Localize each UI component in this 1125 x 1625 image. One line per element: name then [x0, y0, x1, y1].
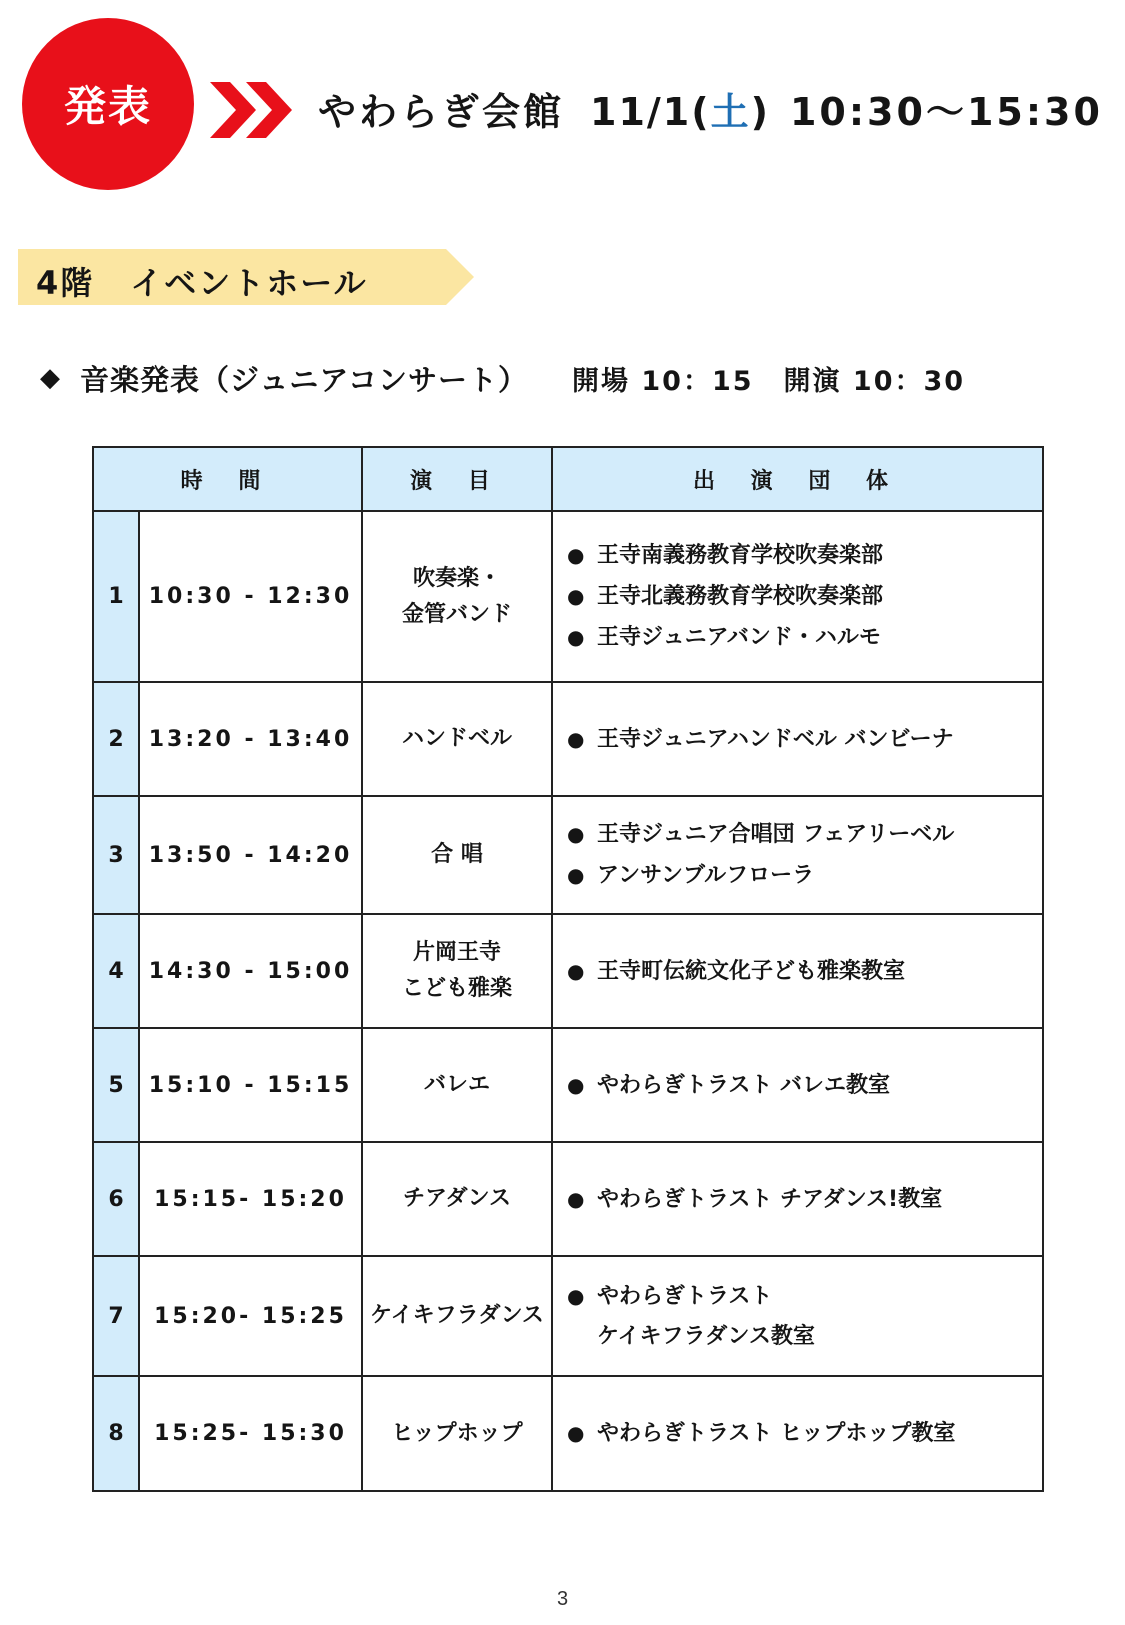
performer-name: ケイキフラダンス教室 — [597, 1323, 815, 1349]
chevron-right-icon — [210, 82, 298, 138]
program-line: 金管バンド — [402, 601, 513, 627]
bullet-icon: ● — [567, 822, 585, 846]
table-row — [93, 914, 1043, 1028]
list-item — [567, 855, 1041, 896]
program-line: チアダンス — [403, 1186, 512, 1211]
row-number: 5 — [93, 1028, 139, 1142]
bullet-icon: ● — [567, 863, 585, 887]
doors-open-time: 開場 10：15 — [571, 365, 754, 397]
list-item — [567, 1065, 1041, 1106]
bullet-icon: ● — [567, 1421, 585, 1445]
venue-name: やわらぎ会館 — [318, 89, 565, 134]
program-name — [362, 682, 552, 796]
time-slot: 13:50 - 14:20 — [139, 796, 362, 914]
hall-name: イベントホール — [130, 264, 368, 302]
event-date — [590, 81, 770, 136]
program-line: ケイキフラダンス — [370, 1303, 544, 1328]
program-name — [362, 1256, 552, 1376]
time-slot: 14:30 - 15:00 — [139, 914, 362, 1028]
list-item — [567, 814, 1041, 855]
floor-label — [36, 258, 368, 304]
page-number: 3 — [556, 1588, 569, 1610]
list-item — [567, 535, 1041, 576]
program-name — [362, 1028, 552, 1142]
diamond-icon: ◆ — [40, 363, 60, 393]
table-row — [93, 511, 1043, 682]
section-title: 音楽発表（ジュニアコンサート） — [80, 362, 528, 397]
list-item — [567, 576, 1041, 617]
performer-name: 王寺ジュニア合唱団 フェアリーベル — [597, 822, 955, 847]
table-row — [93, 1028, 1043, 1142]
performer-name: やわらぎトラスト — [597, 1283, 773, 1309]
performer-name: アンサンブルフローラ — [597, 863, 815, 888]
program-name — [362, 914, 552, 1028]
header-time: 時 間 — [93, 447, 362, 511]
performer-name: 王寺北義務教育学校吹奏楽部 — [597, 584, 884, 609]
program-name — [362, 511, 552, 682]
list-item — [567, 719, 1041, 760]
time-slot: 13:20 - 13:40 — [139, 682, 362, 796]
schedule-table — [92, 446, 1044, 1492]
row-number: 2 — [93, 682, 139, 796]
row-number: 7 — [93, 1256, 139, 1376]
list-item — [567, 617, 1041, 658]
performance-start-time: 開演 10：30 — [783, 365, 966, 397]
program-line: こども雅楽 — [402, 976, 513, 1001]
table-row — [93, 1142, 1043, 1256]
list-item — [567, 1317, 1041, 1357]
weekday: 土 — [710, 89, 751, 134]
time-slot: 10:30 - 12:30 — [139, 511, 362, 682]
performers-cell — [552, 796, 1043, 914]
table-row — [93, 1256, 1043, 1376]
time-slot: 15:25- 15:30 — [139, 1376, 362, 1491]
program-line: 合 唱 — [431, 842, 483, 867]
bullet-icon: ● — [567, 1186, 585, 1211]
event-hours: 10:30～15:30 — [789, 89, 1103, 134]
row-number: 4 — [93, 914, 139, 1028]
bullet-icon: ● — [567, 958, 585, 983]
section-heading — [40, 356, 965, 400]
program-name — [362, 1142, 552, 1256]
bullet-icon: ● — [567, 1072, 585, 1097]
performers-cell — [552, 1376, 1043, 1491]
announcement-badge — [22, 18, 194, 190]
badge-label: 発表 — [63, 82, 152, 131]
performer-name: 王寺町伝統文化子ども雅楽教室 — [597, 958, 906, 984]
table-row — [93, 1376, 1043, 1491]
program-name — [362, 796, 552, 914]
list-item — [567, 1179, 1041, 1220]
performer-name: 王寺ジュニアハンドベル バンビーナ — [597, 726, 954, 752]
row-number: 1 — [93, 511, 139, 682]
program-line: ハンドベル — [402, 726, 513, 751]
performer-name: 王寺南義務教育学校吹奏楽部 — [597, 543, 884, 568]
list-item — [567, 1276, 1041, 1317]
header-performers: 出 演 団 体 — [552, 447, 1043, 511]
time-slot: 15:20- 15:25 — [139, 1256, 362, 1376]
row-number: 3 — [93, 796, 139, 914]
performer-name: 王寺ジュニアバンド・ハルモ — [597, 625, 881, 650]
performers-cell — [552, 682, 1043, 796]
bullet-icon: ● — [567, 625, 585, 649]
bullet-icon: ● — [567, 543, 585, 567]
date-suffix: ) — [750, 89, 770, 134]
row-number: 6 — [93, 1142, 139, 1256]
performer-name: やわらぎトラスト チアダンス!教室 — [597, 1186, 943, 1212]
table-row — [93, 796, 1043, 914]
bullet-icon: ● — [567, 584, 585, 608]
performers-cell — [552, 1256, 1043, 1376]
floor-level: 4階 — [36, 264, 95, 302]
performer-name: やわらぎトラスト ヒップホップ教室 — [597, 1421, 956, 1446]
performer-name: やわらぎトラスト バレエ教室 — [597, 1072, 891, 1098]
time-slot: 15:10 - 15:15 — [139, 1028, 362, 1142]
performers-cell — [552, 511, 1043, 682]
performers-cell — [552, 1028, 1043, 1142]
date-prefix: 11/1( — [590, 89, 711, 134]
program-line: 片岡王寺 — [413, 940, 502, 965]
list-item — [567, 951, 1041, 992]
row-number: 8 — [93, 1376, 139, 1491]
header-program: 演 目 — [362, 447, 552, 511]
bullet-icon: ● — [567, 1283, 585, 1308]
table-header-row — [93, 447, 1043, 511]
time-slot: 15:15- 15:20 — [139, 1142, 362, 1256]
performers-cell — [552, 914, 1043, 1028]
list-item — [567, 1413, 1041, 1454]
performers-cell — [552, 1142, 1043, 1256]
program-line: ヒップホップ — [391, 1420, 523, 1446]
program-line: 吹奏楽・ — [413, 565, 502, 591]
table-row — [93, 682, 1043, 796]
page-title — [318, 80, 1103, 136]
program-line: バレエ — [424, 1072, 491, 1097]
program-name — [362, 1376, 552, 1491]
bullet-icon: ● — [567, 726, 585, 751]
